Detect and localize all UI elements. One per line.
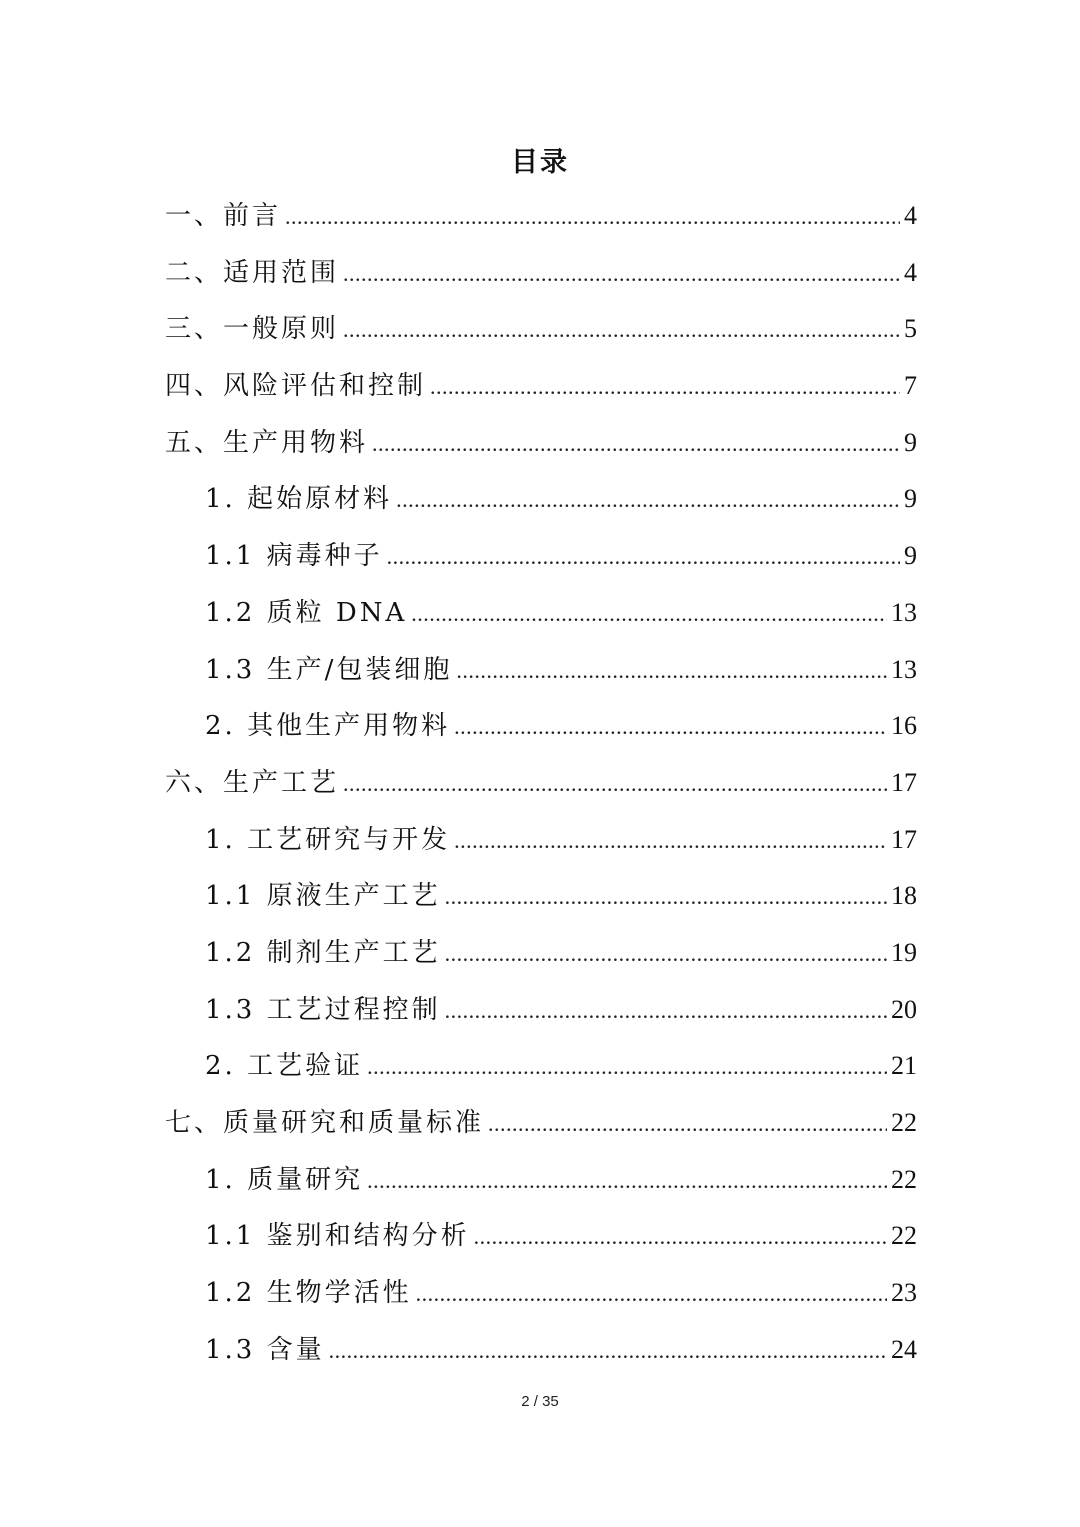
toc-entry[interactable]: [0, 1152, 1080, 1209]
toc-entry-label: 1.1 原液生产工艺: [205, 881, 441, 912]
toc-entry-page: 13: [891, 597, 917, 627]
toc-entry[interactable]: [0, 301, 1080, 358]
dot-leader: [367, 1153, 887, 1210]
toc-entry-label: 1.3 含量: [205, 1334, 325, 1365]
toc-entry[interactable]: [0, 868, 1080, 925]
dot-leader: [445, 926, 887, 983]
toc-entry[interactable]: [0, 925, 1080, 982]
toc-entry-page: 22: [891, 1164, 917, 1194]
toc-entry-label: 五、生产用物料: [165, 427, 369, 458]
toc-entry-page: 23: [891, 1278, 917, 1308]
dot-leader: [454, 813, 887, 870]
toc-entry-label: 2. 其他生产用物料: [205, 711, 451, 742]
toc-entry-label: 三、一般原则: [165, 314, 340, 345]
dot-leader: [343, 756, 887, 813]
dot-leader: [430, 359, 900, 416]
dot-leader: [329, 1323, 887, 1380]
toc-entry[interactable]: [0, 755, 1080, 812]
toc-entry[interactable]: [0, 1095, 1080, 1152]
toc-entry-label: 1. 起始原材料: [205, 484, 393, 515]
page-number: 2 / 35: [521, 1393, 559, 1410]
toc-entry-page: 17: [891, 767, 917, 797]
toc-entry-page: 22: [891, 1221, 917, 1251]
toc-entry-label: 1.1 病毒种子: [205, 541, 383, 572]
toc-entry-label: 1.2 质粒 DNA: [205, 597, 408, 628]
dot-leader: [445, 983, 887, 1040]
toc-entry[interactable]: [0, 1265, 1080, 1322]
dot-leader: [343, 302, 900, 359]
toc-entry-label: 1.3 工艺过程控制: [205, 994, 441, 1025]
toc-entry-page: 18: [891, 881, 917, 911]
toc-entry-page: 4: [904, 257, 917, 287]
dot-leader: [372, 416, 900, 473]
dot-leader: [396, 472, 900, 529]
toc-entry-page: 22: [891, 1108, 917, 1137]
toc-entry[interactable]: [0, 415, 1080, 472]
toc-entry[interactable]: [0, 1038, 1080, 1095]
dot-leader: [285, 189, 900, 246]
toc-entry-label: 1.3 生产/包装细胞: [205, 654, 453, 685]
toc-entry-label: 1.2 制剂生产工艺: [205, 937, 441, 968]
dot-leader: [456, 643, 887, 700]
dot-leader: [387, 529, 900, 586]
toc-entry[interactable]: [0, 245, 1080, 302]
toc-entry-page: 24: [891, 1334, 917, 1364]
toc-entry-label: 六、生产工艺: [165, 767, 340, 798]
toc-entry-label: 四、风险评估和控制: [165, 371, 427, 402]
toc-entry-label: 七、质量研究和质量标准: [165, 1108, 485, 1138]
toc-entry-page: 20: [891, 994, 917, 1024]
toc-entry-page: 4: [904, 201, 917, 230]
dot-leader: [474, 1209, 887, 1266]
toc-entry-label: 1. 质量研究: [205, 1164, 364, 1195]
dot-leader: [454, 699, 887, 756]
toc-entry[interactable]: [0, 528, 1080, 585]
toc-entry-label: 1.1 鉴别和结构分析: [205, 1221, 470, 1252]
toc-entry-page: 7: [904, 371, 917, 401]
dot-leader: [367, 1039, 887, 1096]
toc-entry-page: 5: [904, 314, 917, 344]
dot-leader: [416, 1266, 887, 1323]
toc-entry-label: 1. 工艺研究与开发: [205, 824, 451, 855]
toc-entry[interactable]: [0, 585, 1080, 642]
toc-entry[interactable]: [0, 1322, 1080, 1379]
toc-entry-page: 16: [891, 711, 917, 741]
table-of-contents: [0, 188, 1080, 1378]
toc-entry-label: 2. 工艺验证: [205, 1051, 364, 1082]
toc-entry-page: 9: [904, 484, 917, 514]
toc-entry-page: 9: [904, 541, 917, 571]
toc-entry[interactable]: [0, 982, 1080, 1039]
dot-leader: [445, 869, 887, 926]
toc-entry[interactable]: [0, 698, 1080, 755]
toc-entry[interactable]: [0, 642, 1080, 699]
toc-title: 目录: [511, 147, 569, 178]
toc-entry[interactable]: [0, 358, 1080, 415]
toc-entry-page: 19: [891, 937, 917, 967]
toc-entry-page: 17: [891, 824, 917, 854]
toc-entry-label: 1.2 生物学活性: [205, 1278, 412, 1309]
toc-entry[interactable]: [0, 1208, 1080, 1265]
dot-leader: [411, 586, 887, 643]
toc-entry[interactable]: [0, 812, 1080, 869]
toc-entry[interactable]: [0, 188, 1080, 245]
toc-entry-label: 一、前言: [165, 201, 282, 231]
toc-entry-page: 13: [891, 654, 917, 684]
toc-entry-page: 21: [891, 1051, 917, 1081]
toc-entry[interactable]: [0, 471, 1080, 528]
dot-leader: [343, 246, 900, 303]
toc-entry-label: 二、适用范围: [165, 257, 340, 288]
dot-leader: [488, 1096, 887, 1153]
toc-entry-page: 9: [904, 427, 917, 457]
